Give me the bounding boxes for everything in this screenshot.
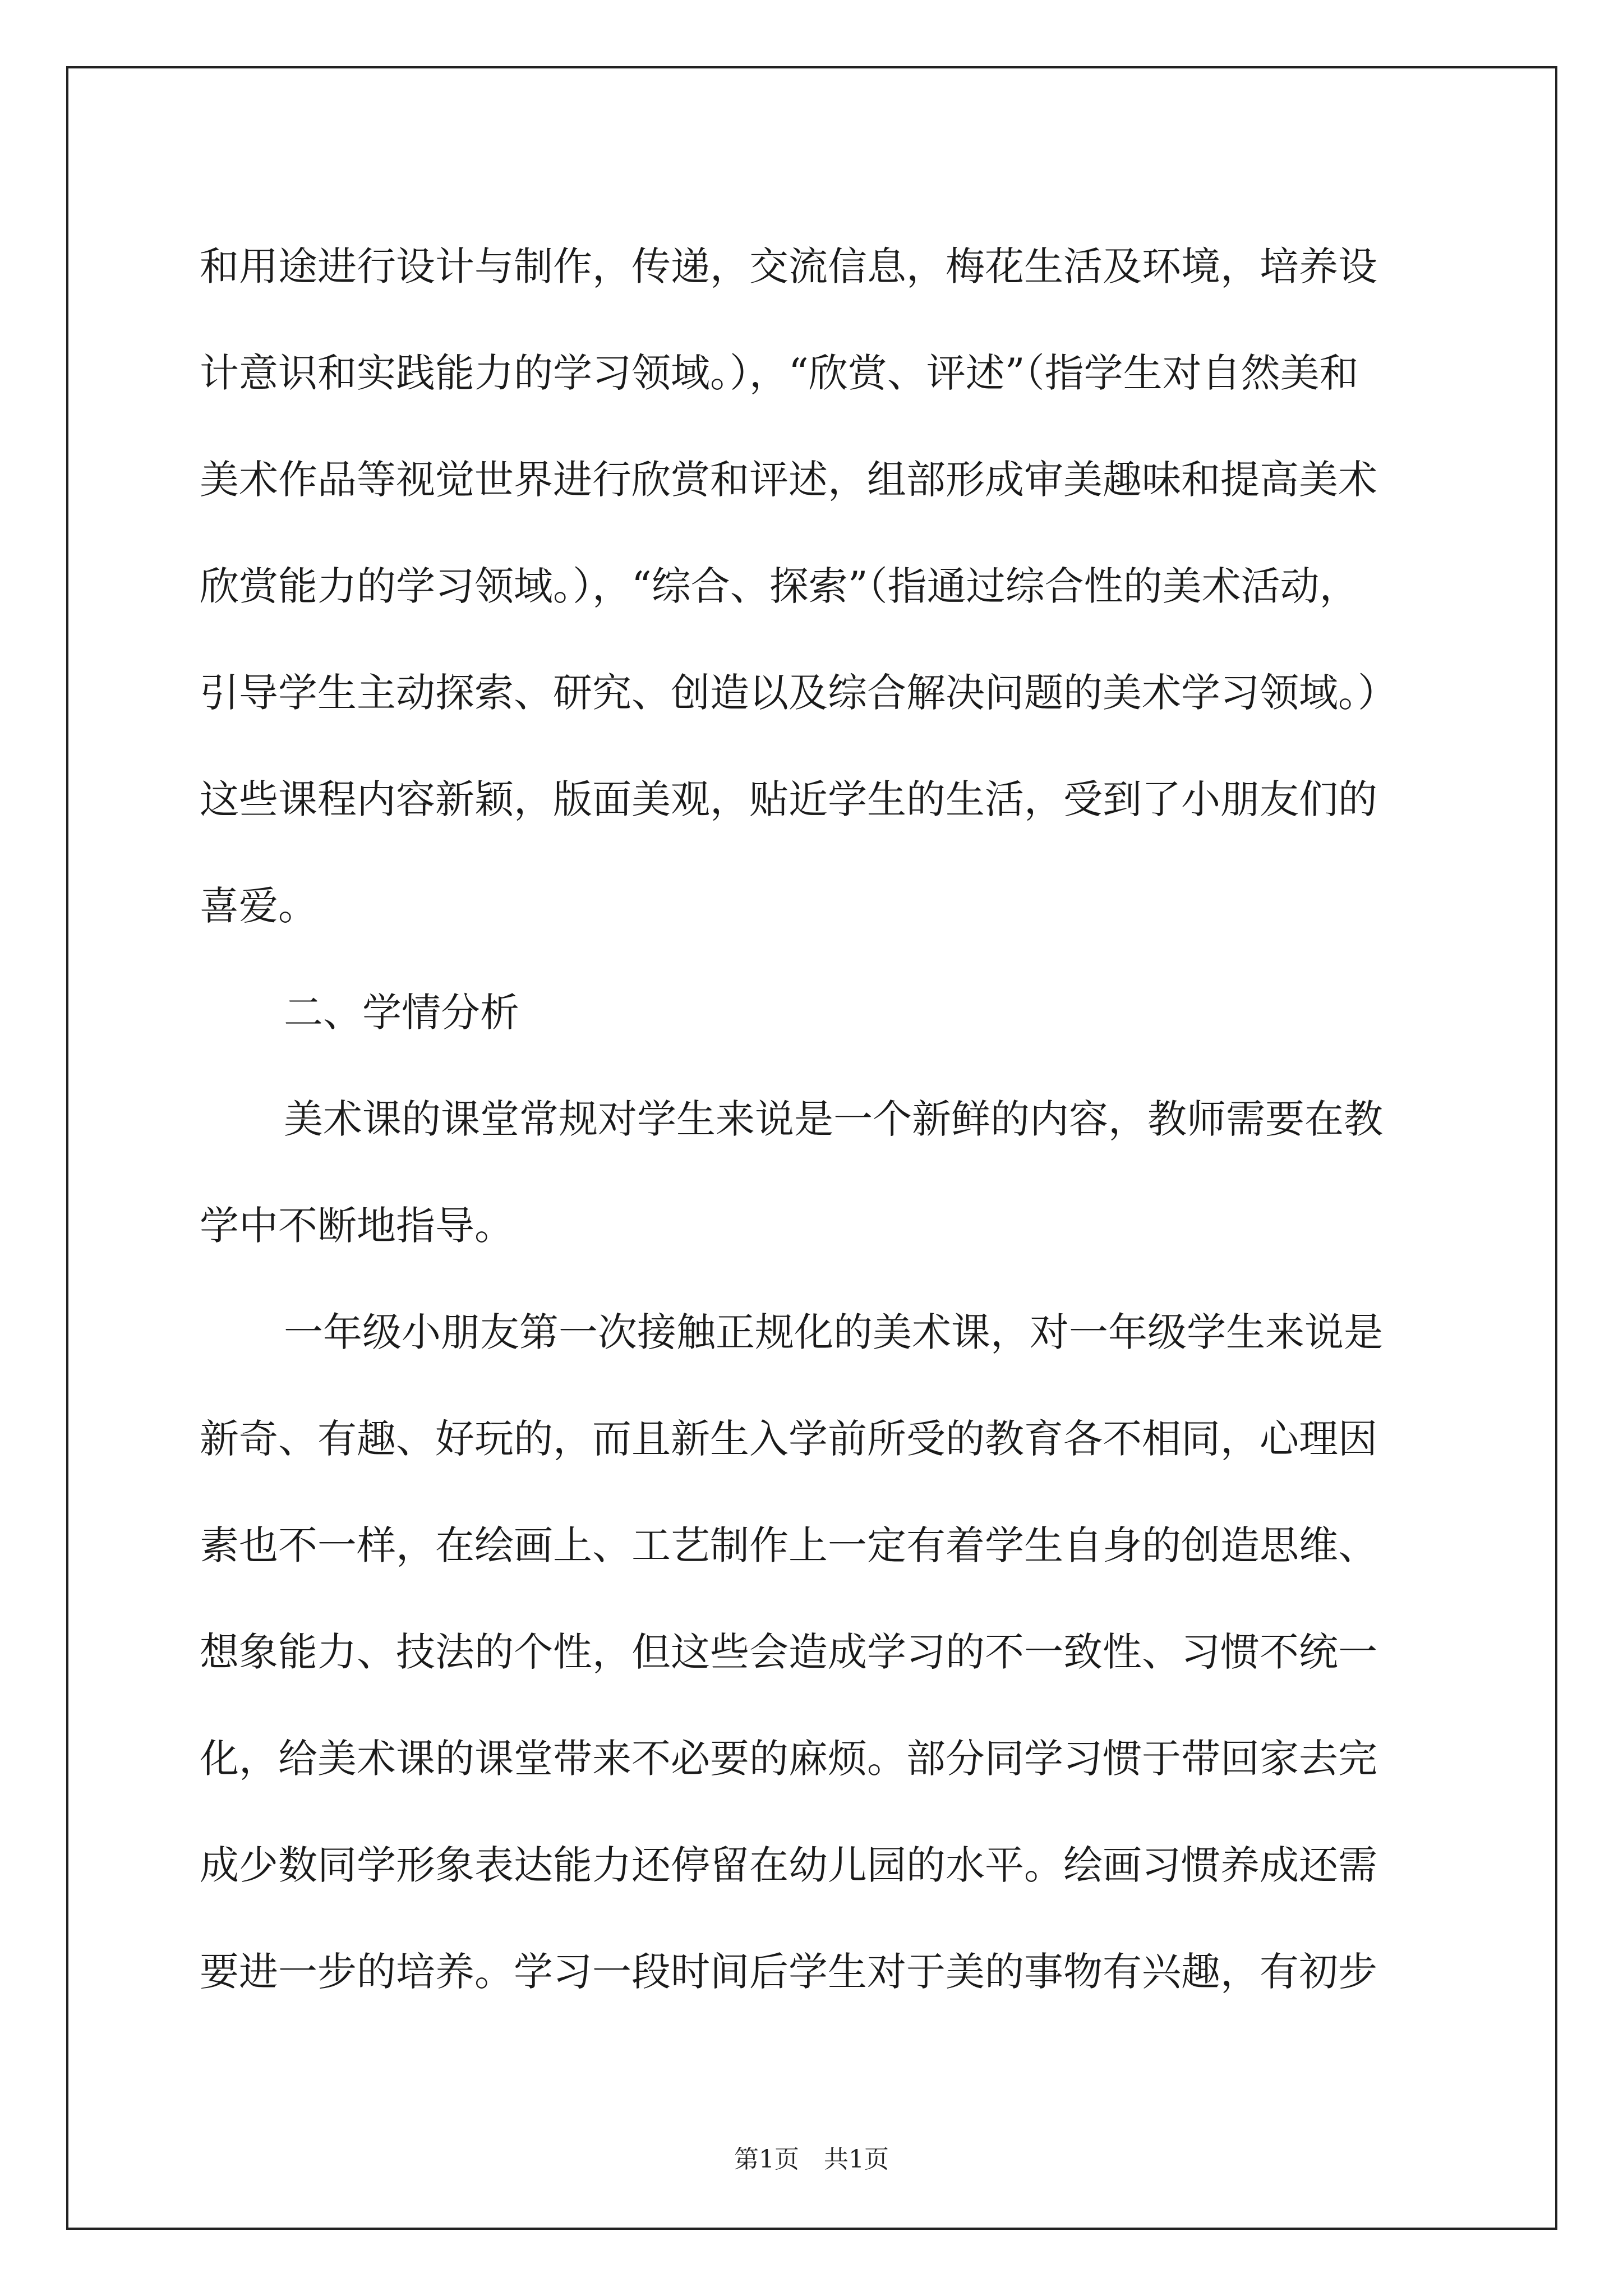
text-line: 引导学生主动探索、研究、创造以及综合解决问题的美术学习领域。） (200, 670, 1397, 716)
paragraph-start: 美术课的课堂常规对学生来说是一个新鲜的内容，教师需要在教 (284, 1096, 1383, 1142)
text-line: 学中不断地指导。 (200, 1203, 514, 1249)
text-line: 要进一步的培养。学习一段时间后学生对于美的事物有兴趣，有初步 (200, 1949, 1377, 1995)
text-line: 化，给美术课的课堂带来不必要的麻烦。部分同学习惯于带回家去完 (200, 1736, 1377, 1782)
text-line: 成少数同学形象表达能力还停留在幼儿园的水平。绘画习惯养成还需 (200, 1842, 1377, 1888)
document-body (200, 213, 1428, 2025)
paragraph-start: 一年级小朋友第一次接触正规化的美术课，对一年级学生来说是 (284, 1309, 1383, 1355)
text-line: 想象能力、技法的个性，但这些会造成学习的不一致性、习惯不统一 (200, 1629, 1377, 1675)
text-line: 和用途进行设计与制作，传递，交流信息，梅花生活及环境，培养设 (200, 243, 1377, 289)
text-line: 这些课程内容新颖，版面美观，贴近学生的生活，受到了小朋友们的 (200, 776, 1377, 822)
page-number-footer: 第1页 共1页 (734, 2145, 889, 2174)
text-line: 新奇、有趣、好玩的，而且新生入学前所受的教育各不相同，心理因 (200, 1416, 1377, 1462)
section-heading: 二、学情分析 (284, 990, 519, 1036)
text-line: 计意识和实践能力的学习领域。），“欣赏、评述”（指学生对自然美和 (200, 350, 1359, 396)
text-line: 欣赏能力的学习领域。），“综合、探索”（指通过综合性的美术活动， (200, 563, 1359, 609)
text-line: 素也不一样，在绘画上、工艺制作上一定有着学生自身的创造思维、 (200, 1522, 1377, 1568)
text-line: 美术作品等视觉世界进行欣赏和评述，组部形成审美趣味和提高美术 (200, 457, 1377, 503)
text-line: 喜爱。 (200, 883, 317, 929)
